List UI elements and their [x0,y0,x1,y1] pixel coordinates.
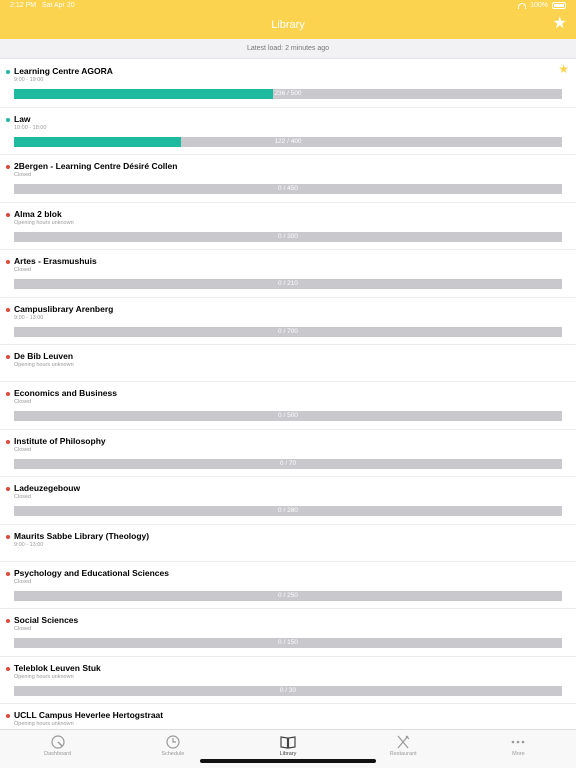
page-title: Library [271,19,305,31]
tab-label: Restaurant [389,751,417,757]
favorite-star-icon[interactable]: ★ [558,62,569,76]
battery-percent: 100% [530,2,548,9]
occupancy-bar [14,279,562,289]
battery-icon [552,2,566,9]
status-dot-closed [6,165,10,169]
library-row[interactable] [0,477,576,525]
occupancy-label: 236 / 500 [274,90,302,97]
library-name: Learning Centre AGORA [14,66,113,76]
library-name: Ladeuzegebouw [14,483,81,493]
library-row[interactable] [0,382,576,430]
library-hours: Closed [14,172,32,178]
occupancy-label: 0 / 500 [278,412,298,419]
occupancy-bar [14,638,562,648]
status-time: 2:12 PM [10,2,37,9]
status-dot-closed [6,487,10,491]
fork-knife-icon [395,734,411,750]
occupancy-label: 0 / 70 [279,459,297,467]
library-name: Campuslibrary Arenberg [14,303,114,314]
occupancy-label: 0 / 250 [278,591,298,599]
occupancy-label: 0 / 150 [278,639,298,646]
library-name: Artes - Erasmushuis [14,256,97,266]
status-bar [10,2,566,12]
library-hours: Closed [14,399,32,405]
occupancy-bar [14,686,562,696]
library-name: 2Bergen - Learning Centre Désiré Collen [14,161,178,171]
library-hours: 9:00 - 13:00 [14,314,44,321]
library-row[interactable] [0,60,576,108]
library-name: Social Sciences [14,615,79,625]
status-dot-closed [6,440,10,444]
latest-load-info: Latest load: 2 minutes ago [0,39,576,59]
ellipsis-icon [510,734,526,750]
tab-dashboard[interactable] [0,730,115,768]
occupancy-label: 0 / 450 [278,185,298,192]
occupancy-bar [14,327,562,337]
library-list[interactable] [0,60,576,729]
library-hours: 9:00 - 13:00 [14,541,44,548]
library-name: Economics and Business [14,388,117,398]
library-row[interactable] [0,250,576,298]
occupancy-label: 0 / 280 [278,507,298,514]
library-name: Teleblok Leuven Stuk [14,662,101,673]
occupancy-label: 0 / 700 [278,327,298,335]
library-row[interactable] [0,609,576,657]
status-dot-closed [6,667,10,671]
tab-label: Schedule [161,751,185,757]
library-hours: Opening hours unknown [14,219,74,226]
library-row[interactable] [0,525,576,562]
occupancy-bar [14,89,562,99]
library-name: Institute of Philosophy [14,435,106,446]
library-name: UCLL Campus Heverlee Hertogstraat [14,710,164,720]
occupancy-bar [14,459,562,469]
status-dot-closed [6,213,10,217]
library-hours: Closed [14,446,32,453]
occupancy-bar [14,506,562,516]
library-name: Alma 2 blok [14,208,62,219]
library-hours: 10:00 - 18:00 [14,124,47,131]
library-row[interactable] [0,203,576,251]
occupancy-label: 0 / 210 [278,280,298,287]
status-dot-closed [6,572,10,576]
occupancy-bar [14,232,562,242]
occupancy-label: 0 / 30 [279,686,297,694]
book-icon [280,734,296,750]
library-row[interactable] [0,430,576,478]
status-dot-closed [6,308,10,312]
dashboard-icon [50,734,66,750]
library-hours: Closed [14,578,32,585]
occupancy-bar [14,591,562,601]
status-dot-closed [6,714,10,718]
tab-label: More [512,751,525,757]
library-row[interactable] [0,657,576,705]
library-hours: Opening hours unknown [14,673,74,680]
occupancy-bar [14,137,562,147]
occupancy-label: 0 / 300 [278,232,298,240]
status-dot-closed [6,355,10,359]
status-date: Sat Apr 20 [41,2,75,9]
nav-header [0,0,576,39]
occupancy-bar [14,411,562,421]
occupancy-label: 122 / 400 [274,137,302,145]
tab-label: Dashboard [44,751,72,757]
library-name: Law [14,113,31,124]
status-dot-open [6,70,10,74]
clock-icon [165,734,181,750]
library-name: Psychology and Educational Sciences [14,567,169,578]
library-row[interactable] [0,562,576,610]
library-row[interactable] [0,298,576,346]
status-dot-closed [6,392,10,396]
library-row[interactable] [0,345,576,382]
star-icon[interactable]: ★ [552,15,567,32]
wifi-icon [518,3,526,9]
library-row[interactable] [0,155,576,203]
library-name: De Bib Leuven [14,351,74,361]
home-indicator [200,759,376,763]
status-dot-closed [6,260,10,264]
library-hours: Opening hours unknown [14,721,74,727]
occupancy-bar [14,184,562,194]
status-dot-closed [6,535,10,539]
library-row[interactable] [0,704,576,729]
tab-more[interactable] [461,730,576,768]
tab-label: Library [279,751,297,757]
library-row[interactable] [0,108,576,156]
library-name: Maurits Sabbe Library (Theology) [14,530,150,541]
library-hours: Closed [14,494,32,500]
library-hours: 9:00 - 19:00 [14,77,44,83]
library-hours: Opening hours unknown [14,362,74,368]
status-dot-closed [6,619,10,623]
library-hours: Closed [14,626,32,632]
library-hours: Closed [14,267,32,273]
status-dot-open [6,118,10,122]
